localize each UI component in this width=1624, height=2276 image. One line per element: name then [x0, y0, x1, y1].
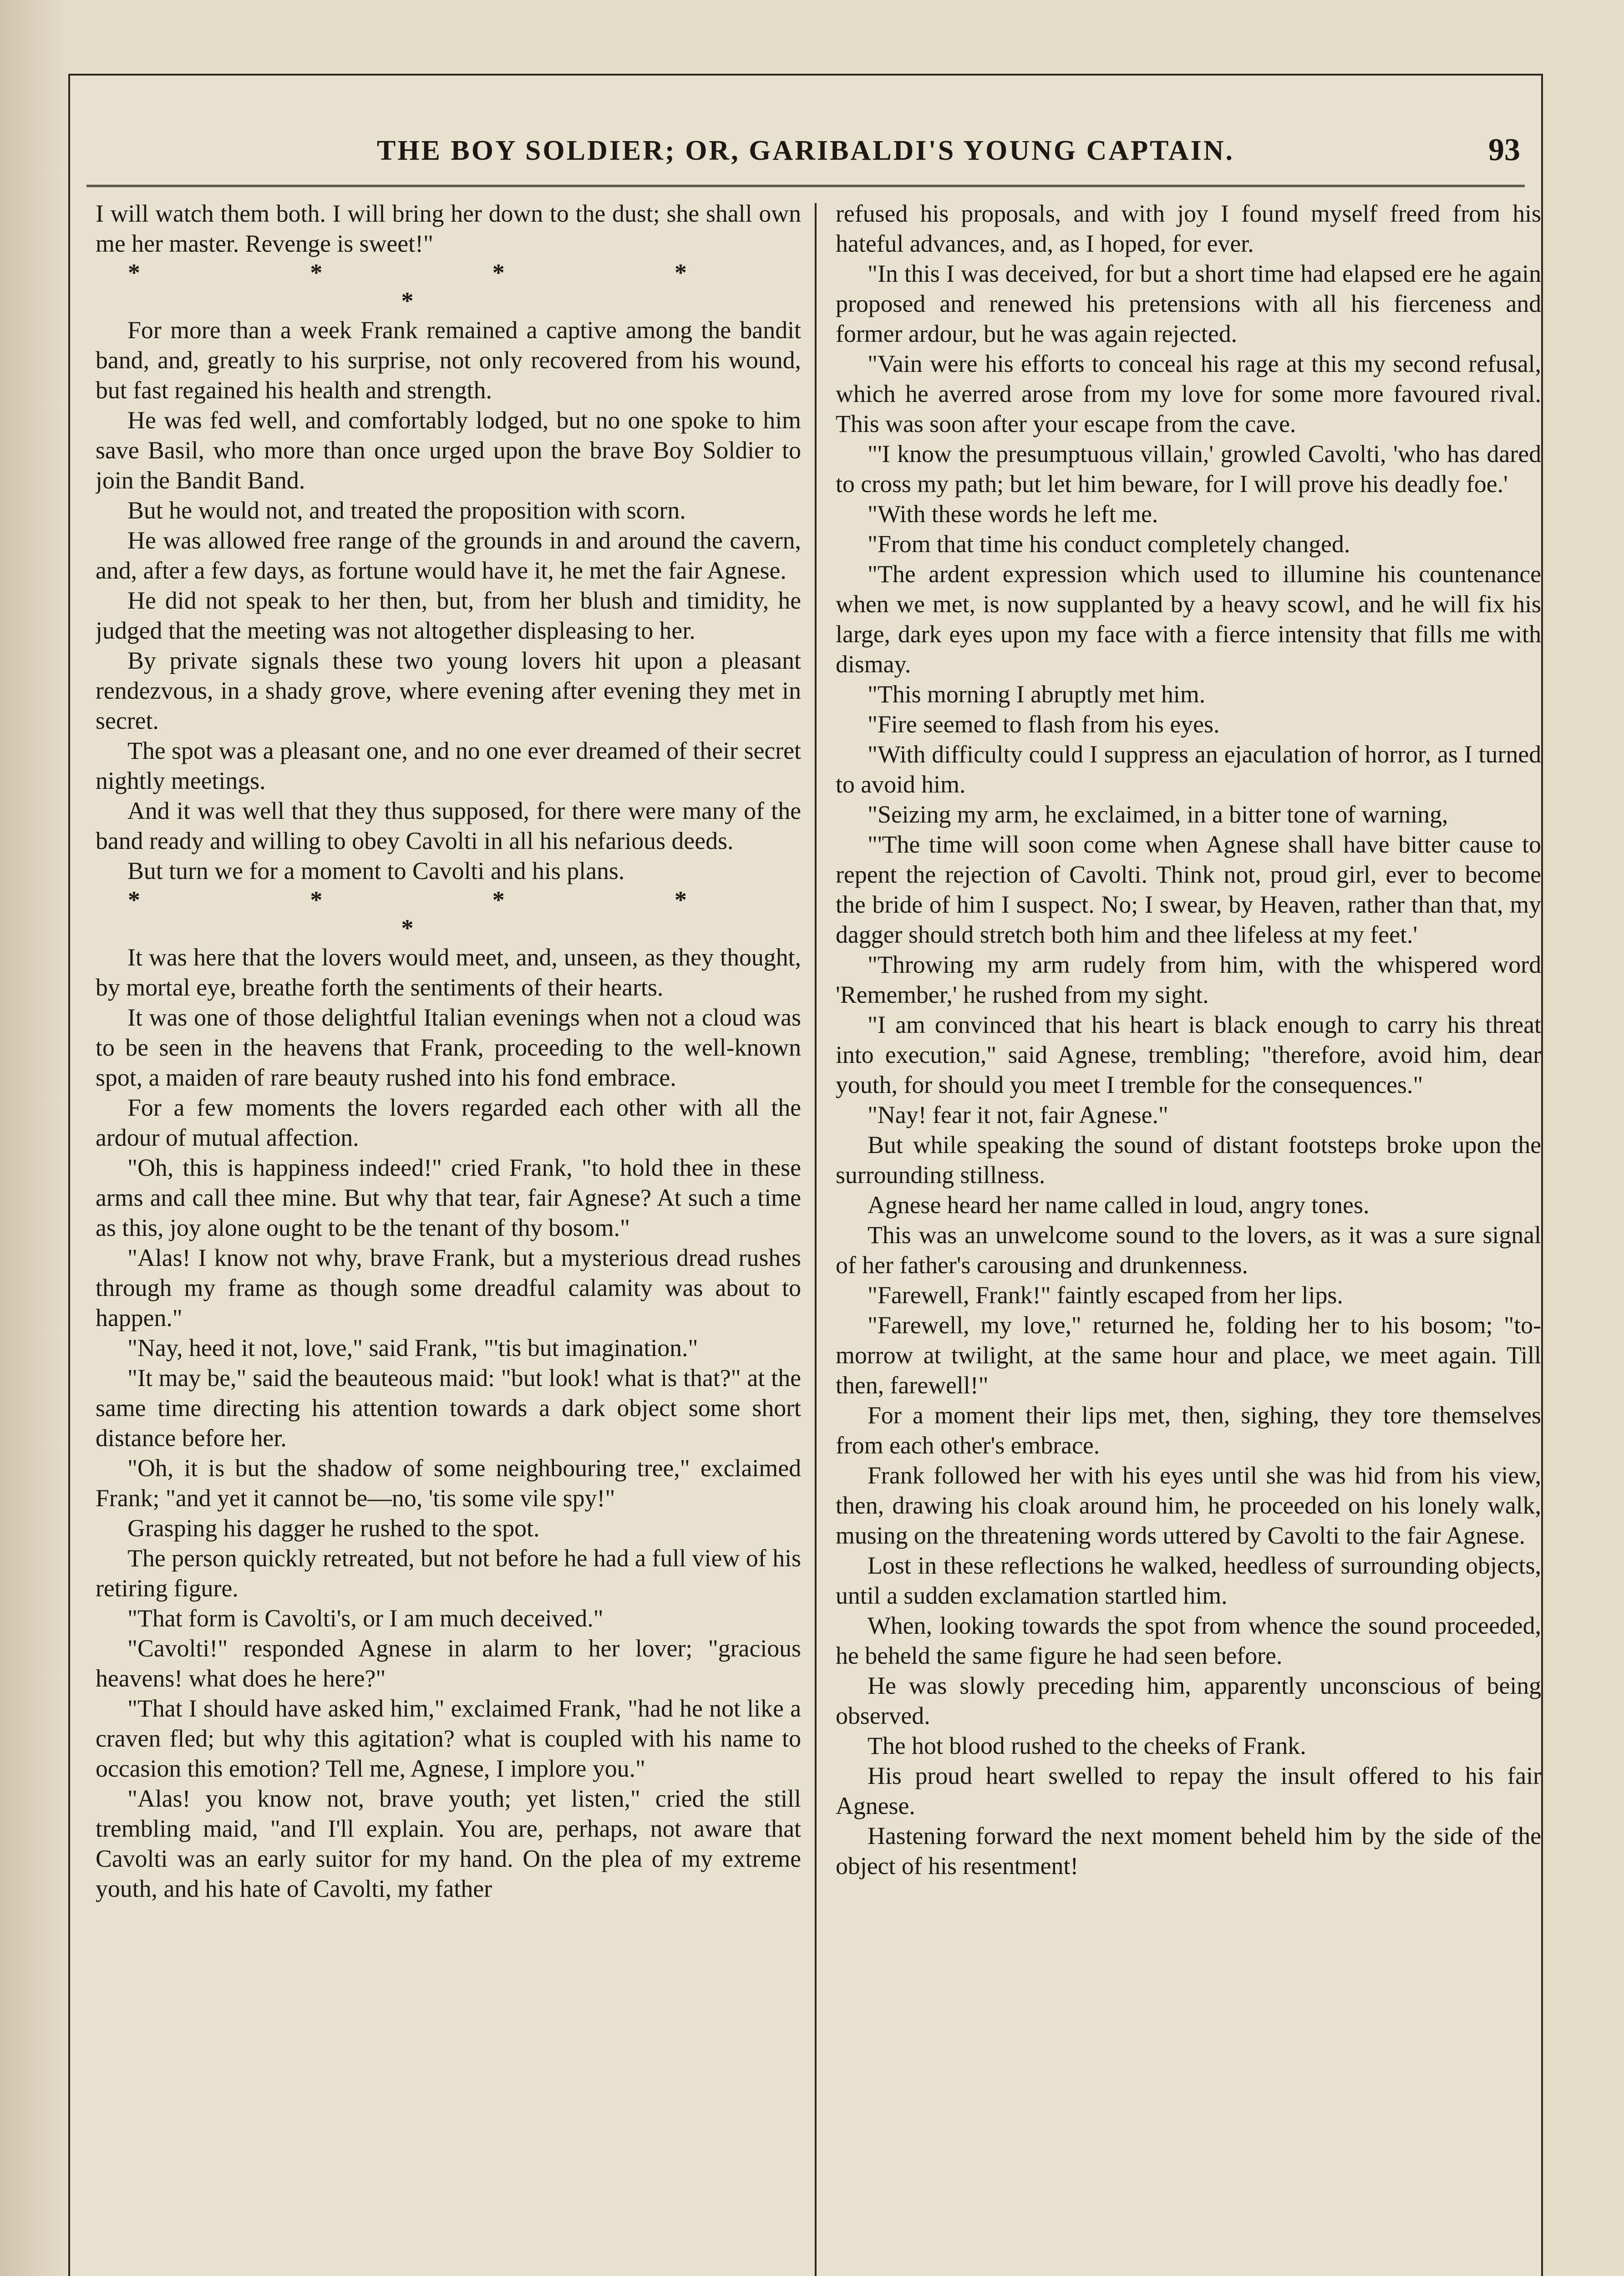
paragraph: His proud heart swelled to repay the insult offered to his fair Agnese.	[836, 1762, 1541, 1819]
paragraph: "Farewell, my love," returned he, folding her to his bosom; "to-morrow at twilight, at the same hour and place, we meet again. Till then, farewell!"	[836, 1311, 1541, 1399]
paragraph: "Cavolti!" responded Agnese in alarm to her lover; "gracious heavens! what does he here?"	[96, 1635, 801, 1692]
paragraph: "'The time will soon come when Agnese shall have bitter cause to repent the rejection of Cavolti. Think not, proud girl, ever to become the bride of him I suspect. No; I swear, by Heaven, rather than that, my dagger should stretch both him and thee lifeless at my feet.'	[836, 831, 1541, 948]
paragraph: "That form is Cavolti's, or I am much deceived."	[127, 1605, 604, 1632]
paragraph: "'I know the presumptuous villain,' growled Cavolti, 'who has dared to cross my path; but let him beware, for I will prove his deadly foe.'	[836, 440, 1541, 498]
paragraph: "Alas! I know not why, brave Frank, but a mysterious dread rushes through my frame as though some dreadful calamity was about to happen."	[96, 1244, 801, 1331]
paragraph: For more than a week Frank remained a captive among the bandit band, and, greatly to his surprise, not only recovered from his wound, but fast regained his health and strength.	[96, 316, 801, 404]
paragraph: "The ardent expression which used to illumine his countenance when we met, is now supplanted by a heavy scowl, and he will fix his large, dark eyes upon my face with a fierce intensity that fills me with dismay.	[836, 560, 1541, 678]
page-header	[86, 130, 1525, 187]
paragraph: "Nay, heed it not, love," said Frank, "'tis but imagination."	[127, 1334, 698, 1362]
paragraph: I will watch them both. I will bring her down to the dust; she shall own me her master. Revenge is sweet!"	[96, 200, 801, 257]
section-break-stars: * * * * *	[128, 259, 769, 315]
paragraph: Frank followed her with his eyes until she was hid from his view, then, drawing his cloak around him, he proceeded on his lonely walk, musing on the threatening words uttered by Cavolti to the fair Agnese.	[836, 1462, 1541, 1549]
scanned-page	[68, 74, 1543, 2276]
running-title: THE BOY SOLDIER; OR, GARIBALDI'S YOUNG CAPTAIN.	[376, 135, 1235, 166]
left-text-column	[96, 198, 801, 2276]
paragraph: refused his proposals, and with joy I found myself freed from his hateful advances, and, as I hoped, for ever.	[836, 200, 1541, 257]
paragraph: But turn we for a moment to Cavolti and his plans.	[127, 857, 625, 884]
paragraph: "It may be," said the beauteous maid: "but look! what is that?" at the same time directing his attention towards a dark object some short distance before her.	[96, 1364, 801, 1452]
paragraph: "I am convinced that his heart is black enough to carry his threat into execution," said Agnese, trembling; "therefore, avoid him, dear youth, for should you meet I tremble for the consequences."	[836, 1011, 1541, 1098]
paragraph: "From that time his conduct completely changed.	[868, 530, 1350, 558]
paragraph: "This morning I abruptly met him.	[868, 681, 1206, 708]
paragraph: He did not speak to her then, but, from her blush and timidity, he judged that the meeting was not altogether displeasing to her.	[96, 587, 801, 644]
paragraph: "Oh, it is but the shadow of some neighbouring tree," exclaimed Frank; "and yet it cannot be—no, 'tis some vile spy!"	[96, 1454, 801, 1512]
paragraph: When, looking towards the spot from whence the sound proceeded, he beheld the same figure he had seen before.	[836, 1612, 1541, 1669]
paragraph: It was here that the lovers would meet, and, unseen, as they thought, by mortal eye, breathe forth the sentiments of their hearts.	[96, 944, 801, 1001]
paragraph: Grasping his dagger he rushed to the spot.	[127, 1514, 540, 1542]
paragraph: "In this I was deceived, for but a short time had elapsed ere he again proposed and renewed his pretensions with all his fierceness and former ardour, but he was again rejected.	[836, 260, 1541, 347]
column-divider	[815, 203, 817, 2276]
paragraph: "Throwing my arm rudely from him, with the whispered word 'Remember,' he rushed from my sight.	[836, 951, 1541, 1008]
paragraph: He was allowed free range of the grounds in and around the cavern, and, after a few days, as fortune would have it, he met the fair Agnese.	[96, 527, 801, 584]
paragraph: Agnese heard her name called in loud, angry tones.	[868, 1191, 1370, 1219]
paragraph: He was slowly preceding him, apparently unconscious of being observed.	[836, 1672, 1541, 1729]
paragraph: "Farewell, Frank!" faintly escaped from her lips.	[868, 1281, 1343, 1309]
paragraph: The person quickly retreated, but not before he had a full view of his retiring figure.	[96, 1544, 801, 1602]
paragraph: "With difficulty could I suppress an ejaculation of horror, as I turned to avoid him.	[836, 741, 1541, 798]
paragraph: "Fire seemed to flash from his eyes.	[868, 711, 1220, 738]
paragraph: "Oh, this is happiness indeed!" cried Frank, "to hold thee in these arms and call thee mine. But why that tear, fair Agnese? At such a time as this, joy alone ought to be the tenant of thy bosom."	[96, 1154, 801, 1241]
paragraph: "Alas! you know not, brave youth; yet listen," cried the still trembling maid, "and I'll explain. You are, perhaps, not aware that Cavolti was an early suitor for my hand. On the plea of my extreme youth, and his hate of Cavolti, my father	[96, 1785, 801, 1902]
paragraph: The spot was a pleasant one, and no one ever dreamed of their secret nightly meetings.	[96, 737, 801, 794]
paragraph: "Nay! fear it not, fair Agnese."	[868, 1101, 1168, 1128]
paragraph: The hot blood rushed to the cheeks of Frank.	[868, 1732, 1306, 1759]
paragraph: Lost in these reflections he walked, heedless of surrounding objects, until a sudden exclamation startled him.	[836, 1552, 1541, 1609]
right-text-column	[836, 198, 1541, 2276]
paragraph: "Seizing my arm, he exclaimed, in a bitter tone of warning,	[868, 801, 1448, 828]
paragraph: It was one of those delightful Italian evenings when not a cloud was to be seen in the heavens that Frank, proceeding to the well-known spot, a maiden of rare beauty rushed into his fond embrace.	[96, 1004, 801, 1091]
book-spine-shadow	[0, 0, 68, 2276]
paragraph: "Vain were his efforts to conceal his rage at this my second refusal, which he averred arose from my love for some more favoured rival. This was soon after your escape from the cave.	[836, 350, 1541, 437]
paragraph: "With these words he left me.	[868, 500, 1158, 528]
paragraph: This was an unwelcome sound to the lovers, as it was a sure signal of her father's carousing and drunkenness.	[836, 1221, 1541, 1279]
paragraph: And it was well that they thus supposed, for there were many of the band ready and willing to obey Cavolti in all his nefarious deeds.	[96, 797, 801, 854]
section-break-stars: * * * * *	[128, 886, 769, 942]
paragraph: By private signals these two young lovers hit upon a pleasant rendezvous, in a shady grove, where evening after evening they met in secret.	[96, 647, 801, 734]
paragraph: But while speaking the sound of distant footsteps broke upon the surrounding stillness.	[836, 1131, 1541, 1189]
paragraph: For a moment their lips met, then, sighing, they tore themselves from each other's embrace.	[836, 1402, 1541, 1459]
paragraph: For a few moments the lovers regarded each other with all the ardour of mutual affection.	[96, 1094, 801, 1151]
paragraph: He was fed well, and comfortably lodged, but no one spoke to him save Basil, who more than once urged upon the brave Boy Soldier to join the Bandit Band.	[96, 406, 801, 494]
paragraph: But he would not, and treated the proposition with scorn.	[127, 497, 686, 524]
paragraph: Hastening forward the next moment beheld him by the side of the object of his resentment!	[836, 1822, 1541, 1880]
paragraph: "That I should have asked him," exclaimed Frank, "had he not like a craven fled; but why this agitation? what is coupled with his name to occasion this emotion? Tell me, Agnese, I implore you."	[96, 1695, 801, 1782]
page-number: 93	[1488, 132, 1520, 168]
